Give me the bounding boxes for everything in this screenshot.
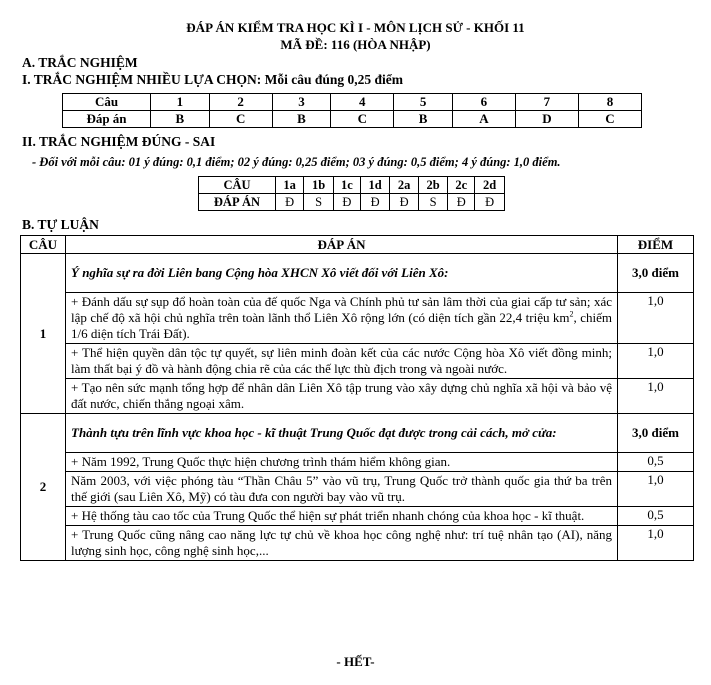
mc-answer: C (578, 111, 641, 128)
q2-point-4: + Trung Quốc cũng nâng cao năng lực tự chủ về khoa học công nghệ như: trí tuệ nhân tạo (AI), năng lượng sinh học, công nghệ sinh học,... (66, 526, 618, 561)
q2-point-2: Năm 2003, với việc phóng tàu “Thần Châu 5” vào vũ trụ, Trung Quốc trở thành quốc gia thứ ba trên thế giới (sau Liên Xô, Mỹ) có tàu đưa con người bay vào vũ trụ. (66, 472, 618, 507)
tf-answer: Đ (276, 194, 304, 211)
tf-item: 2b (418, 177, 448, 194)
mc-answer: B (151, 111, 210, 128)
tf-item: 2c (448, 177, 475, 194)
mc-question-number: 8 (578, 94, 641, 111)
mc-answer-table (62, 93, 642, 128)
essay-header-row (21, 236, 694, 254)
mc-answer: B (394, 111, 453, 128)
tf-item: 2a (390, 177, 418, 194)
tf-item: 1a (276, 177, 304, 194)
mc-question-label: Câu (63, 94, 151, 111)
col-diem-header: ĐIỂM (618, 236, 694, 254)
end-marker: - HẾT- (336, 654, 375, 669)
q2-point-row (21, 453, 694, 472)
mc-question-number: 6 (452, 94, 515, 111)
q1-number: 1 (21, 254, 66, 414)
mc-answer: D (515, 111, 578, 128)
mc-answer-row (63, 111, 642, 128)
mc-answer-label: Đáp án (63, 111, 151, 128)
q1-point-2: + Thể hiện quyền dân tộc tự quyết, sự liên minh đoàn kết của các nước Cộng hòa Xô viết đồng minh; làm thất bại ý đồ và hành động chia rẽ của các thế lực thù địch trong và ngoài nước. (66, 344, 618, 379)
q2-point-row (21, 526, 694, 561)
tf-item-row (199, 177, 505, 194)
q1-title-row (21, 254, 694, 293)
tf-answer: Đ (360, 194, 390, 211)
q2-point-4-score: 1,0 (618, 526, 694, 561)
q1-point-1-score: 1,0 (618, 293, 694, 344)
q1-point-row (21, 379, 694, 414)
q1-total: 3,0 điểm (618, 254, 694, 293)
mc-question-number: 7 (515, 94, 578, 111)
q1-point-3: + Tạo nên sức mạnh tổng hợp để nhân dân Liên Xô tập trung vào xây dựng chủ nghĩa xã hội và bảo vệ đất nước, chiến thắng ngoại xâm. (66, 379, 618, 414)
q2-point-row (21, 472, 694, 507)
section-a-heading: A. TRẮC NGHIỆM (22, 55, 138, 70)
tf-answer: S (418, 194, 448, 211)
tf-item: 1c (333, 177, 360, 194)
part1-heading: I. TRẮC NGHIỆM NHIỀU LỰA CHỌN: Mỗi câu đúng 0,25 điểm (22, 72, 404, 87)
q1-title: Ý nghĩa sự ra đời Liên bang Cộng hòa XHCN Xô viết đối với Liên Xô: (66, 254, 618, 293)
exam-code: MÃ ĐỀ: 116 (HÒA NHẬP) (280, 37, 431, 52)
q2-point-1-score: 0,5 (618, 453, 694, 472)
mc-question-number: 3 (272, 94, 331, 111)
mc-question-number: 1 (151, 94, 210, 111)
mc-answer: B (272, 111, 331, 128)
q2-point-3: + Hệ thống tàu cao tốc của Trung Quốc thể hiện sự phát triển nhanh chóng của khoa học - kĩ thuật. (66, 507, 618, 526)
q1-point-2-score: 1,0 (618, 344, 694, 379)
q2-point-2-score: 1,0 (618, 472, 694, 507)
tf-answer: Đ (448, 194, 475, 211)
mc-question-number: 2 (209, 94, 272, 111)
q1-point-1: + Đánh dấu sự sụp đổ hoàn toàn của đế quốc Nga và Chính phủ tư sản lâm thời của giai cấp tư sản; xác lập chế độ xã hội chủ nghĩa trên toàn lãnh thổ Liên Xô rộng lớn (có diện tích gần 22,4 triệu $km^2$, chiếm 1/6 diện tích Trái Đất). (66, 293, 618, 344)
tf-item-label: CÂU (199, 177, 276, 194)
tf-answer: Đ (475, 194, 505, 211)
mc-question-number: 4 (331, 94, 394, 111)
mc-answer: C (331, 111, 394, 128)
q1-point-row (21, 293, 694, 344)
tf-item: 2d (475, 177, 505, 194)
col-cau-header: CÂU (21, 236, 66, 254)
q1-point-row (21, 344, 694, 379)
tf-answer: S (304, 194, 334, 211)
section-b-heading: B. TỰ LUẬN (22, 217, 99, 232)
q2-number: 2 (21, 414, 66, 561)
mc-question-number: 5 (394, 94, 453, 111)
part2-heading: II. TRẮC NGHIỆM ĐÚNG - SAI (22, 134, 216, 149)
tf-answer-table (198, 176, 505, 211)
q2-title: Thành tựu trên lĩnh vực khoa học - kĩ thuật Trung Quốc đạt được trong cải cách, mở cửa: (66, 414, 618, 453)
tf-answer-row (199, 194, 505, 211)
tf-item: 1b (304, 177, 334, 194)
doc-title: ĐÁP ÁN KIỂM TRA HỌC KÌ I - MÔN LỊCH SỬ - KHỐI 11 (186, 20, 525, 35)
essay-table (20, 235, 694, 561)
tf-answer: Đ (333, 194, 360, 211)
col-dapan-header: ĐÁP ÁN (66, 236, 618, 254)
q2-point-3-score: 0,5 (618, 507, 694, 526)
mc-answer: A (452, 111, 515, 128)
scoring-note: - Đối với mỗi câu: 01 ý đúng: 0,1 điểm; 02 ý đúng: 0,25 điểm; 03 ý đúng: 0,5 điểm; 4 ý đúng: 1,0 điểm. (32, 155, 561, 169)
mc-question-row (63, 94, 642, 111)
q2-point-1: + Năm 1992, Trung Quốc thực hiện chương trình thám hiểm không gian. (66, 453, 618, 472)
mc-answer: C (209, 111, 272, 128)
q2-point-row (21, 507, 694, 526)
q1-point-3-score: 1,0 (618, 379, 694, 414)
q2-total: 3,0 điểm (618, 414, 694, 453)
q2-title-row (21, 414, 694, 453)
tf-item: 1d (360, 177, 390, 194)
tf-answer-label: ĐÁP ÁN (199, 194, 276, 211)
tf-answer: Đ (390, 194, 418, 211)
